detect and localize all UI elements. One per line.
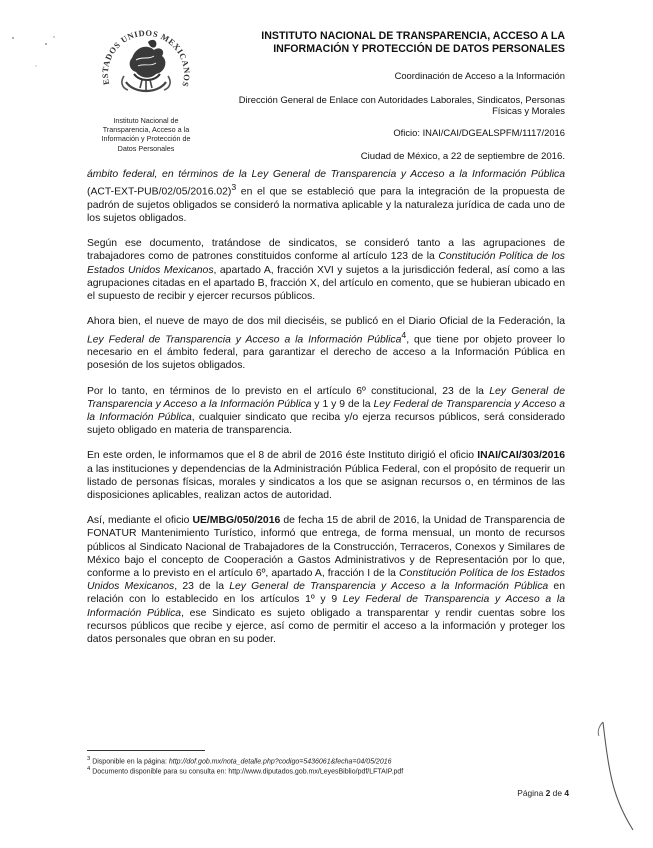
paragraph-2	[87, 237, 565, 303]
seal-legend: ESTADOS UNIDOS MEXICANOS	[100, 28, 192, 89]
letter-body	[87, 168, 565, 646]
law-reference: ámbito federal, en términos de la Ley General de Transparencia y Acceso a la Información Pública	[87, 169, 565, 180]
law-reference: Constitución Política de los Estados Unidos Mexicanos	[87, 251, 565, 276]
oficio-reference: UE/MBG/050/2016	[192, 515, 281, 527]
law-reference: Ley General de Transparencia y Acceso a la Información Pública	[229, 581, 549, 593]
law-reference: Constitución Política de los Estados Unidos Mexicanos	[87, 568, 566, 593]
law-reference: Ley Federal de Transparencia y Acceso a la Información Pública	[87, 333, 402, 345]
text-span: de fecha 15 de abril de 2016, la Unidad de Transparencia de FONATUR Mantenimiento Turístico, informó que entrega, de forma mensual, un monto de recursos públicos al Sindicato Nacional de Trabajadores de la Construcción, Terraceros, Conexos y Similares de México bajo el concepto de Cooperación a Gastos Administrativos y de Representación por lo que, conforme a lo previsto en el artículo 6º, apartado A, fracción I de la	[87, 515, 565, 580]
national-seal-icon	[96, 16, 196, 108]
law-reference: Ley Federal de Transparencia y Acceso a la Información Pública	[87, 398, 565, 423]
paragraph-5	[87, 449, 565, 502]
paragraph-3	[87, 315, 565, 372]
text-span: , apartado A, fracción XVI y sujetos a la jurisdicción federal, así como a las agrupaciones citadas en el apartado B, fracción X, del artículo en comento, que se hubieran ubicado en el supuesto de recibir y ejercer recursos públicos.	[87, 264, 565, 303]
text-span: en relación con lo establecido en los artículos 1º y 9	[87, 581, 565, 606]
footnote-number: 3	[87, 756, 91, 762]
text-span: , cualquier sindicato que reciba y/o ejerza recursos públicos, será considerado sujeto obligado en materia de transparencia.	[87, 411, 566, 437]
oficio-number: Oficio: INAI/CAI/DGEALSPFM/1117/2016	[393, 127, 565, 138]
text-span: y 1 y 9 de la	[311, 398, 374, 410]
text-span: , 23 de la	[174, 581, 230, 593]
institute-title: INSTITUTO NACIONAL DE TRANSPARENCIA, ACCESO A LA INFORMACIÓN Y PROTECCIÓN DE DATOS PERSONALES	[261, 30, 565, 55]
institute-caption: Instituto Nacional de Transparencia, Acceso a la Información y Protección de Datos Personales	[101, 116, 191, 153]
text-span: Por lo tanto, en términos de lo previsto en el artículo 6º constitucional, 23 de la	[87, 385, 490, 397]
footnote-number: 4	[87, 766, 91, 772]
text-span: (ACT-EXT-PUB/02/05/2016.02)	[87, 186, 232, 198]
date-line: Ciudad de México, a 22 de septiembre de 2016.	[360, 151, 565, 162]
text-span: Así, mediante el oficio	[87, 515, 193, 527]
text-span: Ahora bien, el nueve de mayo de dos mil dieciséis, se publicó en el Diario Oficial de la Federación, la	[87, 316, 565, 328]
paragraph-1	[87, 168, 565, 225]
paragraph-6	[87, 514, 565, 646]
text-span: en el que se estableció que para la integración de la propuesta de padrón de sujetos obligados se consideró la normativa aplicable y la naturaleza jurídica de cada uno de los sujetos obligados.	[87, 186, 565, 225]
law-reference: Ley Federal de Transparencia y Acceso a la Información Pública	[87, 594, 565, 619]
page-middle: de	[550, 788, 565, 798]
text-span: En este orden, le informamos que el 8 de abril de 2016 éste Instituto dirigió el oficio	[87, 450, 478, 462]
oficio-reference: INAI/CAI/303/2016	[477, 450, 565, 462]
footnote-link[interactable]: http://dof.gob.mx/nota_detalle.php?codigo=5436061&fecha=04/05/2016	[168, 758, 392, 766]
page-total: 4	[564, 788, 569, 798]
footnote-ref-4: 4	[401, 329, 407, 340]
footnote-label: Disponible en la página:	[90, 758, 169, 766]
pen-stroke-icon	[593, 718, 643, 833]
paragraph-4	[87, 385, 565, 438]
text-span: , ese Sindicato es sujeto obligado a transparentar y rendir cuentas sobre los recursos públicos que recibe y ejerce, así como de permitir el acceso a la información y proteger los datos personales que obran en su poder.	[87, 607, 565, 646]
text-span: Según ese documento, tratándose de sindicatos, se consideró tanto a las agrupaciones de trabajadores como de patrones constituidos conforme al artículo 123 de la	[87, 238, 565, 263]
footnote-divider	[87, 750, 205, 751]
law-reference: Ley General de Transparencia y Acceso a la Información Pública	[87, 385, 565, 410]
page-number	[517, 788, 569, 798]
page-current: 2	[545, 788, 551, 798]
text-span: , que tiene por objeto proveer lo necesario en el ámbito federal, para garantizar el derecho de acceso a la Información Pública en posesión de los sujetos obligados.	[87, 333, 565, 372]
footnote-ref-3: 3	[231, 182, 237, 193]
direction-line: Dirección General de Enlace con Autoridades Laborales, Sindicatos, Personas Físicas y Morales	[238, 94, 565, 117]
footnote-4	[87, 765, 527, 776]
scan-specks	[0, 0, 80, 80]
coordination-line: Coordinación de Acceso a la Información	[394, 70, 565, 81]
page-prefix: Página	[517, 788, 546, 798]
text-span: a las instituciones y dependencias de la Administración Pública Federal, con el propósito de requerir un listado de personas físicas, morales y sindicatos a los que se asignan recursos o, en términos de las disposiciones aplicables, realizan actos de autoridad.	[87, 463, 565, 501]
footnote-text: Documento disponible para su consulta en: http://www.diputados.gob.mx/LeyesBiblio/pdf/LFTAIP.pdf	[90, 768, 404, 776]
